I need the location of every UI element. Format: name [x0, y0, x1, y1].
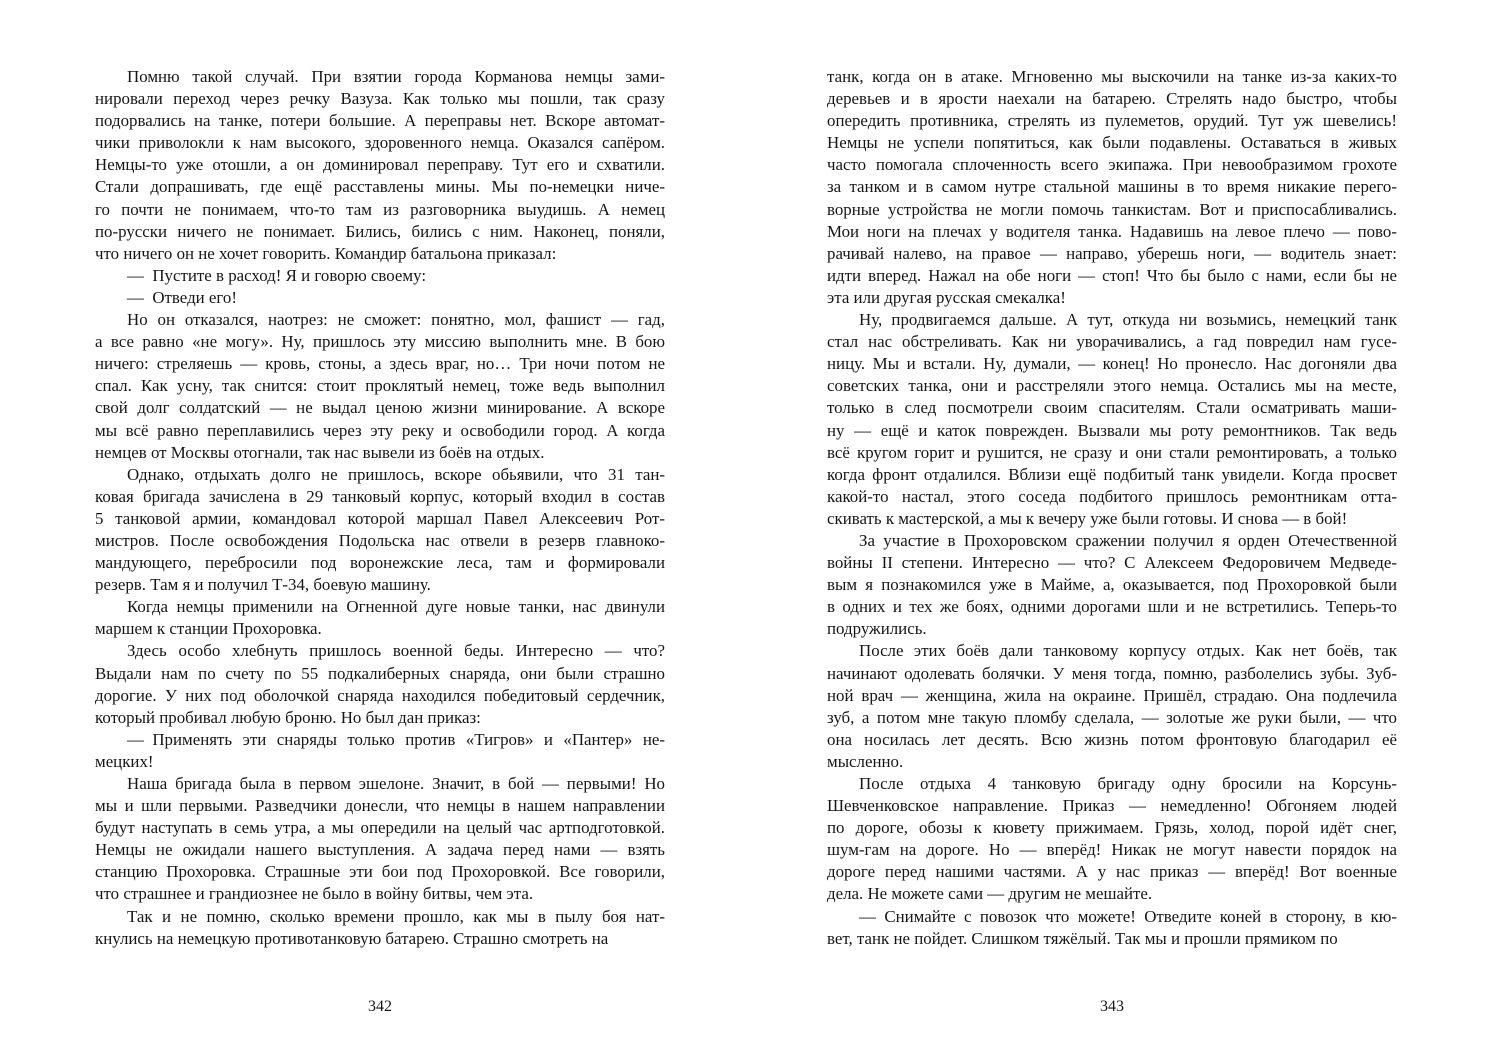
text-line: что страшнее и грандиознее не было в войну битвы, чем эта.	[95, 884, 534, 904]
text-line: мы и шли первыми. Разведчики донесли, что немцы в нашем направлении	[95, 796, 665, 816]
paragraph	[95, 906, 665, 950]
text-line: всё кругом горит и рушится, не сразу и они стали ремонтировать, а только	[827, 442, 1397, 462]
text-line: Мои ноги на плечах у водителя танка. Надавишь на левое плечо — пово-	[827, 221, 1397, 241]
text-line: вет, танк не пойдет. Слишком тяжёлый. Так мы и прошли прямиком по	[827, 928, 1338, 948]
text-line: Немцы не ожидали нашего выступления. А задача перед нами — взять	[95, 840, 665, 860]
text-line: только в след посмотрели своим спасителям. Стали осматривать маши-	[827, 398, 1397, 418]
text-line: скивать к мастерской, а мы к вечеру уже были готовы. И снова — в бой!	[827, 508, 1348, 528]
paragraph	[827, 906, 1397, 950]
text-line: го почти не понимаем, что-то там из разговорника выудишь. А немец	[95, 199, 665, 219]
text-line: а все равно «не могу». Ну, пришлось эту миссию выполнить мне. В бою	[95, 332, 665, 352]
text-line: ной врач — женщина, жила на окраине. Пришёл, страдаю. Она подлечила	[827, 685, 1397, 705]
text-line: рачивай налево, на правое — направо, уберешь ноги, — водитель знает:	[827, 243, 1397, 263]
text-line: Здесь особо хлебнуть пришлось военной беды. Интересно — что?	[127, 641, 665, 661]
text-line: После этих боёв дали танковому корпусу отдых. Как нет боёв, так	[859, 641, 1397, 661]
text-line: войны II степени. Интересно — что? С Алексеем Федоровичем Медведе-	[827, 553, 1397, 573]
text-line: часто помогала сплоченность всего экипажа. При невообразимом грохоте	[827, 155, 1397, 175]
text-line: Но он отказался, наотрез: не сможет: понятно, мол, фашист — гад,	[127, 310, 665, 330]
text-line: Однако, отдыхать долго не пришлось, вскоре обьявили, что 31 тан-	[127, 464, 665, 484]
paragraph	[95, 640, 665, 728]
text-line: начинают одолевать болячки. У меня тогда, помню, разболелись зубы. Зуб-	[827, 663, 1397, 683]
page-text	[95, 66, 665, 950]
paragraph	[95, 773, 665, 906]
text-line: немцев от Москвы отогнали, так нас вывели из боёв на отдых.	[95, 442, 545, 462]
text-line: будут наступать в семь утра, а мы опередили на целый час артподготовкой.	[95, 818, 665, 838]
text-line: ну — ещё и каток поврежден. Вызвали мы роту ремонтников. Так ведь	[827, 420, 1397, 440]
paragraph	[95, 464, 665, 597]
text-line: опередить противника, стрелять из пулеметов, орудий. Тут уж шевелись!	[827, 111, 1397, 131]
paragraph	[827, 309, 1397, 530]
text-line: вым я познакомился уже в Майме, а, оказывается, под Прохоровкой были	[827, 575, 1397, 595]
text-line: дороге перед нашими частями. А у нас приказ — вперёд! Вот военные	[827, 862, 1397, 882]
paragraph	[95, 287, 665, 309]
text-line: дорогие. У них под оболочкой снаряда находился победитовый сердечник,	[95, 685, 665, 705]
paragraph	[95, 309, 665, 464]
text-line: шум-гам на дороге. Но — вперёд! Никак не могут навести порядок на	[827, 840, 1397, 860]
paragraph	[95, 66, 665, 265]
text-line: она носилась лет десять. Всю жизнь потом фронтовую благодарил её	[827, 729, 1397, 749]
text-line: Так и не помню, сколько времени прошло, как мы в пылу боя нат-	[127, 906, 665, 926]
text-line: советских танка, они и расстреляли этого немца. Остались мы на месте,	[827, 376, 1397, 396]
text-line: — Пустите в расход! Я и говорю своему:	[127, 265, 427, 285]
text-line: за танком и в самом нутре стальной машины в то время никакие перего-	[827, 177, 1397, 197]
text-line: деревьев и в ярости наехали на батарею. Стрелять надо быстро, чтобы	[827, 89, 1397, 109]
text-line: ковая бригада зачислена в 29 танковый корпус, который входил в состав	[95, 486, 665, 506]
text-line: по дороге, обозы к кювету прижимаем. Грязь, холод, порой идёт снег,	[827, 818, 1397, 838]
paragraph	[827, 66, 1397, 309]
text-line: — Применять эти снаряды только против «Тигров» и «Пантер» не-	[127, 729, 665, 749]
text-line: в одних и тех же боях, одними дорогами шли и не встретились. Теперь-то	[827, 597, 1397, 617]
paragraph	[95, 265, 665, 287]
text-line: станцию Прохоровка. Страшные эти бои под Прохоровкой. Все говорили,	[95, 862, 665, 882]
page-left	[95, 0, 665, 1058]
text-line: резерв. Там я и получил Т-34, боевую машину.	[95, 575, 431, 595]
text-line: После отдыха 4 танковую бригаду одну бросили на Корсунь-	[859, 774, 1397, 793]
text-line: танк, когда он в атаке. Мгновенно мы выскочили на танке из-за каких-то	[827, 67, 1397, 86]
text-line: Ну, продвигаемся дальше. А тут, откуда ни возьмись, немецкий танк	[859, 310, 1397, 330]
text-line: ворные устройства не могли помочь танкистам. Вот и приспосабливались.	[827, 199, 1397, 219]
paragraph	[827, 773, 1397, 906]
page-number: 343	[1100, 998, 1124, 1015]
text-line: ничего: стреляешь — кровь, стоны, а здесь враг, но… Три ночи потом не	[95, 354, 665, 374]
text-line: Наша бригада была в первом эшелоне. Значит, в бой — первыми! Но	[127, 774, 665, 793]
text-line: Немцы-то уже отошли, а он доминировал переправу. Тут его и схватили.	[95, 155, 665, 175]
text-line: идти вперед. Нажал на обе ноги — стоп! Что бы было с нами, если бы не	[827, 265, 1397, 285]
text-line: Выдали нам по счету по 55 подкалиберных снаряда, они были страшно	[95, 663, 665, 683]
page-number: 342	[368, 998, 392, 1015]
text-line: За участие в Прохоровском сражении получил я орден Отечественной	[859, 530, 1397, 550]
text-line: кнулись на немецкую противотанковую батарею. Страшно смотреть на	[95, 928, 609, 948]
text-line: спал. Как усну, так снится: стоит проклятый немец, тоже ведь выполнил	[95, 376, 665, 396]
text-line: эта или другая русская смекалка!	[827, 287, 1066, 307]
text-line: по-русски ничего не понимает. Бились, бились с ним. Наконец, поняли,	[95, 221, 665, 241]
text-line: маршем к станции Прохоровка.	[95, 619, 322, 639]
paragraph	[95, 729, 665, 773]
text-line: подружились.	[827, 619, 927, 639]
text-line: Когда немцы применили на Огненной дуге новые танки, нас двинули	[127, 597, 665, 617]
text-line: мецких!	[95, 751, 154, 771]
text-line: Немцы не успели попятиться, как были подавлены. Оставаться в живых	[827, 133, 1397, 153]
text-line: дела. Не можете сами — другим не мешайте.	[827, 884, 1153, 904]
paragraph	[95, 596, 665, 640]
text-line: Помню такой случай. При взятии города Корманова немцы зами-	[127, 67, 665, 86]
page-text	[827, 66, 1397, 950]
text-line: нировали переход через речку Вазуза. Как только мы пошли, так сразу	[95, 89, 665, 109]
text-line: мы всё равно переплавились через эту реку и освободили город. А когда	[95, 420, 665, 440]
text-line: который пробивал любую броню. Но был дан приказ:	[95, 707, 481, 727]
text-line: подорвались на танке, потери большие. А переправы нет. Вскоре автомат-	[95, 111, 665, 131]
text-line: мистров. После освобождения Подольска нас отвели в резерв главноко-	[95, 530, 665, 550]
text-line: что ничего он не хочет говорить. Командир батальона приказал:	[95, 243, 557, 263]
text-line: зуб, а потом мне такую пломбу сделала, — золотые же руки были, — что	[827, 707, 1397, 727]
text-line: ницу. Мы и встали. Ну, думали, — конец! Но пронесло. Нас догоняли два	[827, 354, 1397, 374]
text-line: Шевченковское направление. Приказ — немедленно! Обгоняем людей	[827, 796, 1397, 816]
text-line: — Снимайте с повозок что можете! Отведите коней в сторону, в кю-	[859, 906, 1397, 926]
paragraph	[827, 640, 1397, 773]
text-line: когда фронт отдалился. Вблизи ещё подбитый танк увидели. Когда просвет	[827, 464, 1397, 484]
text-line: свой долг солдатский — не выдал ценою жизни минирование. А вскоре	[95, 398, 665, 418]
text-line: — Отведи его!	[127, 287, 237, 307]
text-line: Стали допрашивать, где ещё расставлены мины. Мы по-немецки ниче-	[95, 177, 665, 197]
text-line: мандующего, перебросили под воронежские леса, там и формировали	[95, 553, 665, 573]
text-line: чики приволокли к нам высокого, здоровенного немца. Оказался сапёром.	[95, 133, 665, 153]
paragraph	[827, 530, 1397, 640]
text-line: 5 танковой армии, командовал которой маршал Павел Алексеевич Рот-	[95, 508, 665, 528]
page-right	[827, 0, 1397, 1058]
text-line: стал нас обстреливать. Как ни уворачивались, а гад повредил нам гусе-	[827, 332, 1397, 352]
text-line: какой-то настал, этого соседа подбитого пришлось ремонтникам отта-	[827, 486, 1397, 506]
text-line: мысленно.	[827, 751, 904, 771]
